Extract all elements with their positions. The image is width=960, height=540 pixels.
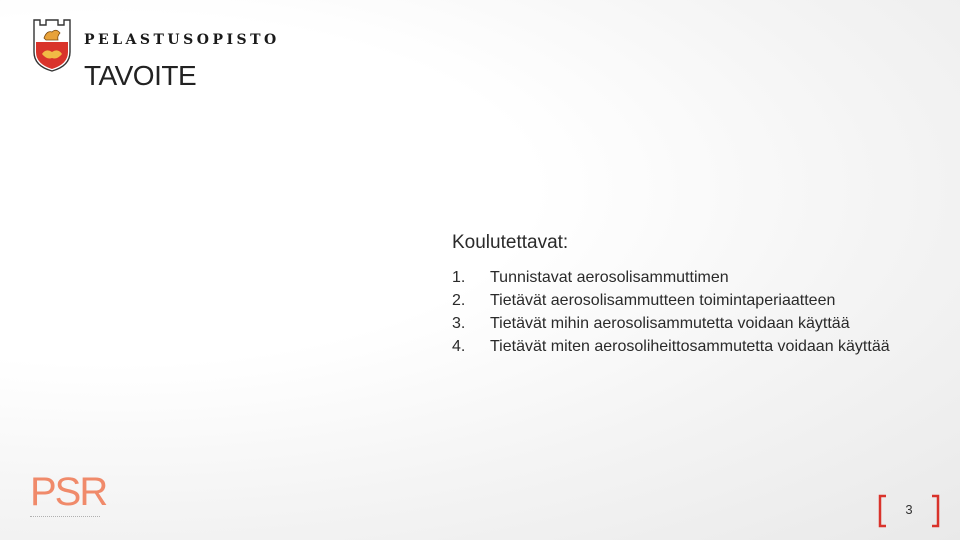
org-name: PELASTUSOPISTO [84, 32, 280, 48]
list-item [452, 266, 932, 289]
list-text: Tietävät aerosolisammutteen toimintaperiaatteen [490, 292, 836, 309]
slide-content [452, 232, 932, 358]
objectives-list [452, 266, 932, 358]
list-number: 4. [452, 338, 466, 355]
psr-logo-underline [30, 516, 100, 520]
list-item [452, 289, 932, 312]
page-number: 3 [905, 502, 913, 517]
intro-text: Koulutettavat: [452, 232, 569, 253]
list-item [452, 335, 932, 358]
list-text: Tunnistavat aerosolisammuttimen [490, 269, 729, 286]
list-text: Tietävät miten aerosoliheittosammutetta voidaan käyttää [490, 338, 890, 355]
list-number: 3. [452, 315, 466, 332]
shield-crest-icon [30, 18, 74, 72]
psr-logo [30, 470, 107, 522]
list-number: 1. [452, 269, 466, 286]
slide-title: TAVOITE [84, 60, 197, 91]
page-number-frame [876, 494, 942, 528]
list-number: 2. [452, 292, 466, 309]
list-text: Tietävät mihin aerosolisammutetta voidaan käyttää [490, 315, 850, 332]
list-item [452, 312, 932, 335]
psr-logo-text: PSR [30, 470, 107, 514]
